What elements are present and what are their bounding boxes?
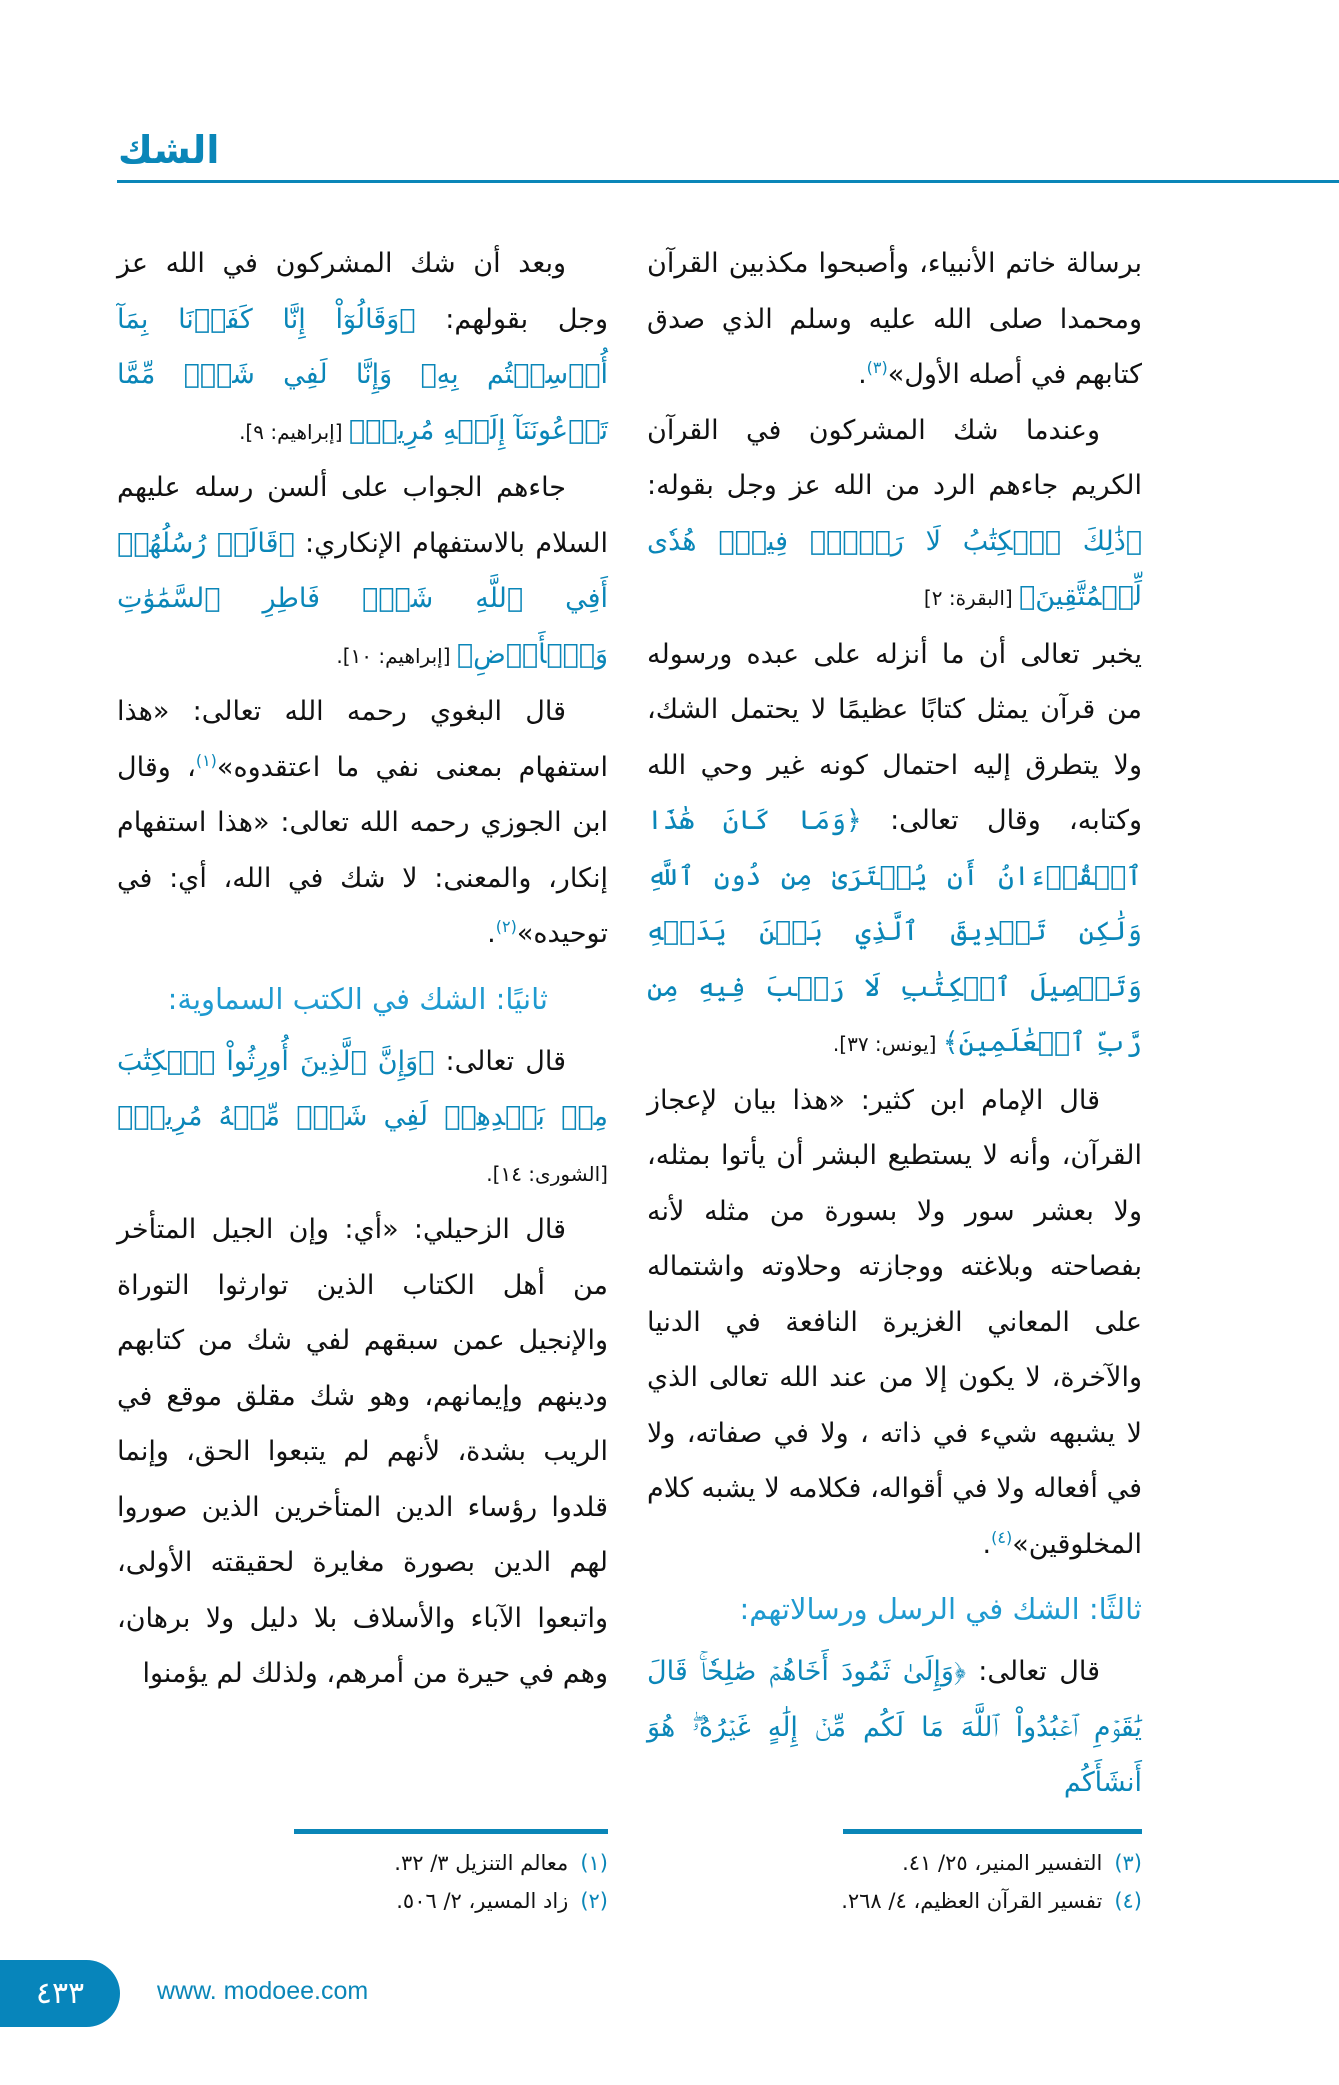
verse-reference: [البقرة: ٢] bbox=[923, 586, 1020, 610]
body-text: قال تعالى: bbox=[965, 1656, 1100, 1687]
footnote-text: التفسير المنير، ٢٥/ ٤١. bbox=[902, 1850, 1103, 1875]
right-column bbox=[117, 236, 608, 1702]
quran-verse: ﴿وَإِلَىٰ ثَمُودَ أَخَاهُمۡ صَٰلِحٗاۚ قَالَ يَٰقَوۡمِ ٱعۡبُدُواْ ٱللَّهَ مَا لَكُم مِّنۡ إِلَٰهٍ غَيۡرُهُۥۖ هُوَ أَنشَأَكُم bbox=[647, 1656, 1142, 1798]
footnote-marker[interactable]: (٤) bbox=[991, 1527, 1013, 1547]
body-text: وعندما شك المشركون في القرآن الكريم جاءهم الرد من الله عز وجل بقوله: bbox=[647, 414, 1142, 501]
footnote-marker[interactable]: (١) bbox=[195, 750, 217, 770]
footnote-marker[interactable]: (٣) bbox=[866, 358, 888, 377]
page-footer bbox=[0, 1960, 1339, 2027]
body-text: يخبر تعالى أن ما أنزله على عبده ورسوله من قرآن يمثل كتابًا عظيمًا لا يحتمل الشك، ولا يتطرق إليه احتمال كونه غير وحي الله وكتابه، وقال تعالى: bbox=[647, 638, 1142, 836]
paragraph bbox=[117, 1202, 608, 1702]
body-text: قال الإمام ابن كثير: «هذا بيان لإعجاز القرآن، وأنه لا يستطيع البشر أن يأتوا بمثله، ولا بعشر سور ولا بسورة من مثله لأنه بفصاحته وبلاغته ووجازته وحلاوته واشتماله على المعاني الغزيرة النافعة في الدنيا والآخرة، لا يكون إلا من عند الله تعالى الذي لا يشبهه شيء في ذاته ، ولا في صفاته، ولا في أفعاله ولا في أقواله، فكلامه لا يشبه كلام المخلوقين» bbox=[647, 1084, 1142, 1560]
quran-verse: ﴿قَالَتۡ رُسُلُهُمۡ أَفِي ٱللَّهِ شَكّٞ فَاطِرِ ٱلسَّمَٰوَٰتِ وَٱلۡأَرۡضِ﴾ bbox=[117, 527, 608, 670]
page-title: الشك bbox=[118, 128, 220, 172]
paragraph bbox=[647, 236, 1142, 403]
page-number: ٤٣٣ bbox=[0, 1960, 120, 2027]
footnote bbox=[117, 1882, 608, 1920]
body-text: قال الزحيلي: «أي: وإن الجيل المتأخر من أهل الكتاب الذين توارثوا التوراة والإنجيل عمن سبقهم لفي شك من كتابهم ودينهم وإيمانهم، وهو شك مقلق موقع في الريب بشدة، لأنهم لم يتبعوا الحق، وإنما قلدوا رؤساء الدين المتأخرين الذين صوروا لهم الدين بصورة مغايرة لحقيقته الأولى، واتبعوا الآباء والأسلاف بلا دليل ولا برهان، وهم في حيرة من أمرهم، ولذلك لم يؤمنوا bbox=[117, 1214, 608, 1689]
paragraph bbox=[117, 460, 608, 684]
paragraph bbox=[647, 627, 1142, 1073]
footnotes-right-block bbox=[117, 1811, 608, 1920]
footnote bbox=[117, 1844, 608, 1882]
footnote-text: معالم التنزيل ٣/ ٣٢. bbox=[394, 1850, 569, 1875]
footnote bbox=[647, 1882, 1142, 1920]
quran-verse: ﴿وَإِنَّ ٱلَّذِينَ أُورِثُواْ ٱلۡكِتَٰبَ مِنۢ بَعۡدِهِمۡ لَفِي شَكّٖ مِّنۡهُ مُرِيبٖ﴾ bbox=[117, 1045, 608, 1132]
paragraph bbox=[117, 1034, 608, 1203]
verse-reference: [يونس: ٣٧]. bbox=[832, 1032, 943, 1056]
footnote-number: (١) bbox=[580, 1850, 608, 1875]
body-text: جاءهم الجواب على ألسن رسله عليهم السلام بالاستفهام الإنكاري: bbox=[117, 472, 608, 559]
footnotes-left-block bbox=[647, 1811, 1142, 1920]
paragraph bbox=[647, 1073, 1142, 1573]
footnotes-right bbox=[117, 1834, 608, 1920]
page-body bbox=[117, 0, 1142, 1920]
website-link[interactable]: www. modoee.com bbox=[157, 1976, 369, 2005]
paragraph bbox=[117, 236, 608, 460]
body-text: قال تعالى: bbox=[434, 1045, 566, 1077]
left-column bbox=[647, 236, 1142, 1811]
section-heading: ثالثًا: الشك في الرسل ورسالاتهم: bbox=[739, 1592, 1142, 1626]
paragraph bbox=[117, 684, 608, 962]
right-column-wrapper bbox=[117, 236, 608, 1920]
footnote-text: تفسير القرآن العظيم، ٤/ ٢٦٨. bbox=[841, 1888, 1103, 1913]
footnote-text: زاد المسير، ٢/ ٥٠٦. bbox=[396, 1888, 569, 1913]
footnotes-left bbox=[647, 1834, 1142, 1920]
footnote-marker[interactable]: (٢) bbox=[495, 917, 517, 936]
paragraph bbox=[647, 1644, 1142, 1811]
footnote-number: (٣) bbox=[1114, 1850, 1142, 1875]
body-text: . bbox=[858, 359, 867, 390]
body-text: قال البغوي رحمه الله تعالى: «هذا استفهام بمعنى نفي ما اعتقدوه» bbox=[117, 696, 608, 783]
body-text: . bbox=[487, 918, 496, 949]
footnote bbox=[647, 1844, 1142, 1882]
footnote-number: (٤) bbox=[1114, 1888, 1142, 1913]
footnote-number: (٢) bbox=[580, 1888, 608, 1913]
verse-reference: [الشورى: ١٤]. bbox=[486, 1161, 608, 1186]
paragraph bbox=[647, 403, 1142, 627]
section-heading: ثانيًا: الشك في الكتب السماوية: bbox=[167, 981, 548, 1016]
left-column-wrapper bbox=[647, 236, 1142, 1920]
body-text: وبعد أن شك المشركون في الله عز وجل بقولهم: bbox=[117, 248, 608, 335]
body-text: ، وقال ابن الجوزي رحمه الله تعالى: «هذا استفهام إنكار، والمعنى: لا شك في الله، أي: في توحيده» bbox=[117, 751, 608, 949]
body-text: برسالة خاتم الأنبياء، وأصبحوا مكذبين القرآن ومحمدا صلى الله عليه وسلم الذي صدق كتابهم في أصله الأول» bbox=[647, 248, 1142, 390]
quran-verse: ﴿وَمَا كَانَ هَٰذَا ٱلۡقُرۡءَانُ أَن يُفۡتَرَىٰ مِن دُونِ ٱللَّهِ وَلَٰكِن تَصۡدِيقَ ٱلَّذِي بَيۡنَ يَدَيۡهِ وَتَفۡصِيلَ ٱلۡكِتَٰبِ لَا رَيۡبَ فِيهِ مِن رَّبِّ ٱلۡعَٰلَمِينَ﴾ bbox=[647, 805, 1142, 1058]
body-text: . bbox=[982, 1528, 992, 1560]
verse-reference: [إبراهيم: ٩]. bbox=[239, 419, 349, 444]
verse-reference: [إبراهيم: ١٠]. bbox=[336, 643, 457, 668]
quran-verse: ﴿وَقَالُوٓاْ إِنَّا كَفَرۡنَا بِمَآ أُرۡسِلۡتُم بِهِۦ وَإِنَّا لَفِي شَكّٖ مِّمَّا تَدۡعُونَنَآ إِلَيۡهِ مُرِيبٖ﴾ bbox=[117, 303, 608, 446]
header-divider bbox=[117, 180, 1339, 183]
quran-verse: ﴿ذَٰلِكَ ٱلۡكِتَٰبُ لَا رَيۡبَۛ فِيهِۛ هُدٗى لِّلۡمُتَّقِينَ﴾ bbox=[647, 525, 1142, 612]
